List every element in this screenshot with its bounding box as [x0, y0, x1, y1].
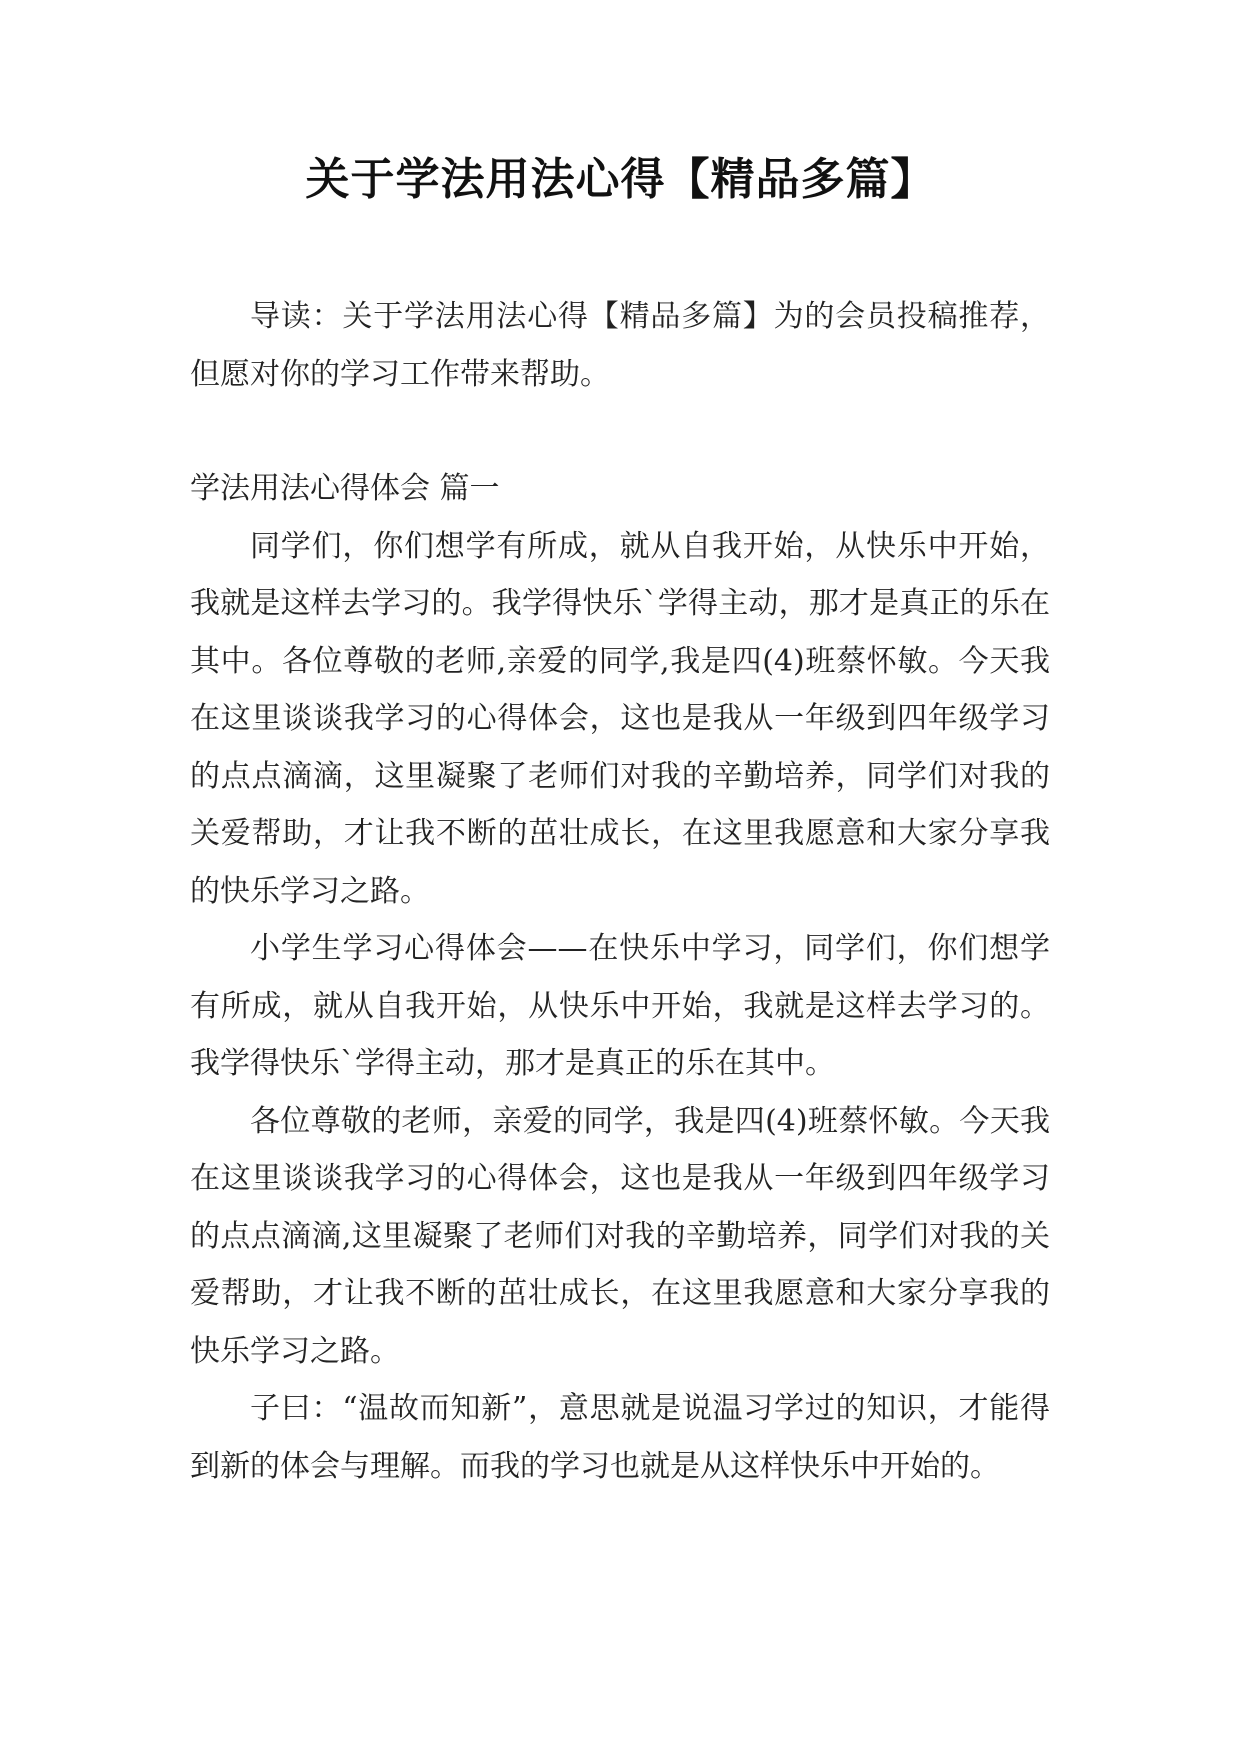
body-paragraph: 小学生学习心得体会——在快乐中学习，同学们，你们想学有所成，就从自我开始，从快乐中开始，我就是这样去学习的。我学得快乐`学得主动，那才是真正的乐在其中。	[190, 931, 1050, 1081]
body-paragraph: 子曰：“温故而知新”，意思就是说温习学过的知识，才能得到新的体会与理解。而我的学习也就是从这样快乐中开始的。	[190, 1391, 1050, 1484]
document-body	[190, 288, 1050, 1495]
body-paragraph: 各位尊敬的老师，亲爱的同学，我是四(4)班蔡怀敏。今天我在这里谈谈我学习的心得体会，这也是我从一年级到四年级学习的点点滴滴,这里凝聚了老师们对我的辛勤培养，同学们对我的关爱帮助，才让我不断的茁壮成长，在这里我愿意和大家分享我的快乐学习之路。	[190, 1103, 1050, 1369]
lead-paragraph: 导读：关于学法用法心得【精品多篇】为的会员投稿推荐，但愿对你的学习工作带来帮助。	[190, 299, 1050, 392]
document-title: 关于学法用法心得【精品多篇】	[305, 154, 936, 205]
section-heading: 学法用法心得体会 篇一	[190, 471, 500, 506]
body-paragraph: 同学们，你们想学有所成，就从自我开始，从快乐中开始，我就是这样去学习的。我学得快乐`学得主动，那才是真正的乐在其中。各位尊敬的老师,亲爱的同学,我是四(4)班蔡怀敏。今天我在这里谈谈我学习的心得体会，这也是我从一年级到四年级学习的点点滴滴，这里凝聚了老师们对我的辛勤培养，同学们对我的关爱帮助，才让我不断的茁壮成长，在这里我愿意和大家分享我的快乐学习之路。	[190, 528, 1050, 909]
